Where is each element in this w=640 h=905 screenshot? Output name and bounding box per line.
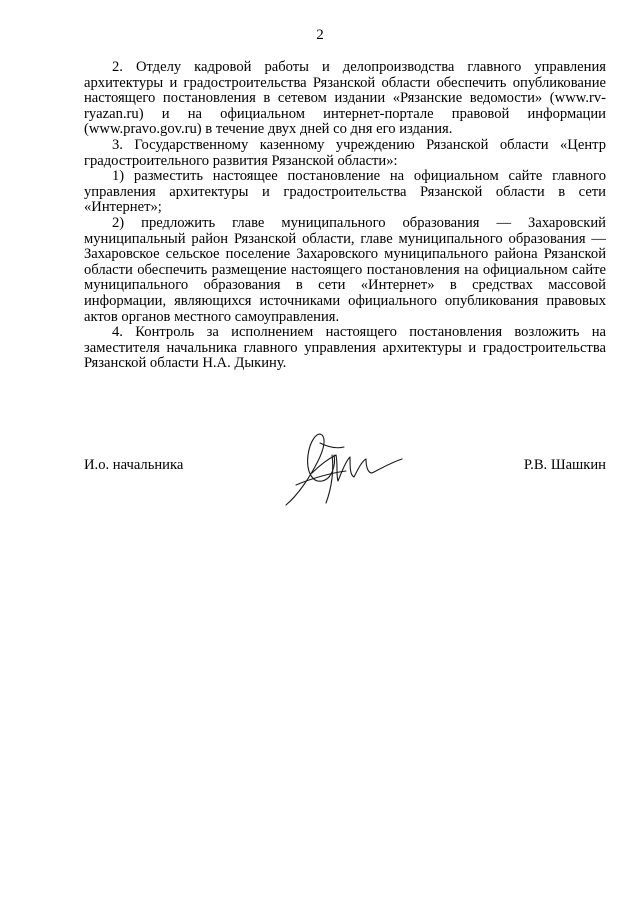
signatory-name: Р.В. Шашкин [523, 457, 606, 473]
paragraph-3-item-2: 2) предложить главе муниципального образования — Захаровский муниципальный район Рязанской области, главе муниципального образования — Захаровское сельское поселение Захаровского муниципального района Рязанской области обеспечить размещение настоящего постановления на официальном сайте муниципального образования в сети «Интернет» в средствах массовой информации, являющихся источниками официального опубликования правовых актов органов местного самоуправления. [84, 214, 606, 325]
signatory-position: И.о. начальника [84, 457, 184, 473]
paragraph-2: 2. Отделу кадровой работы и делопроизводства главного управления архитектуры и градостроительства Рязанской области обеспечить опубликование настоящего постановления в сетевом издании «Рязанские ведомости» (www.rv-ryazan.ru) и на официальном интернет-портале правовой информации (www.pravo.gov.ru) в течение двух дней со дня его издания. [84, 59, 606, 138]
paragraph-3-item-1: 1) разместить настоящее постановление на официальном сайте главного управления архитектуры и градостроительства Рязанской области в сети «Интернет»; [84, 168, 606, 216]
paragraph-4: 4. Контроль за исполнением настоящего постановления возложить на заместителя начальника главного управления архитектуры и градостроительства Рязанской области Н.А. Дыкину. [84, 324, 606, 372]
paragraph-3: 3. Государственному казенному учреждению Рязанской области «Центр градостроительного развития Рязанской области»: [84, 136, 606, 169]
page-number: 2 [316, 27, 324, 43]
document-body [84, 60, 606, 372]
signature-block [84, 457, 606, 517]
handwritten-signature [276, 425, 416, 515]
